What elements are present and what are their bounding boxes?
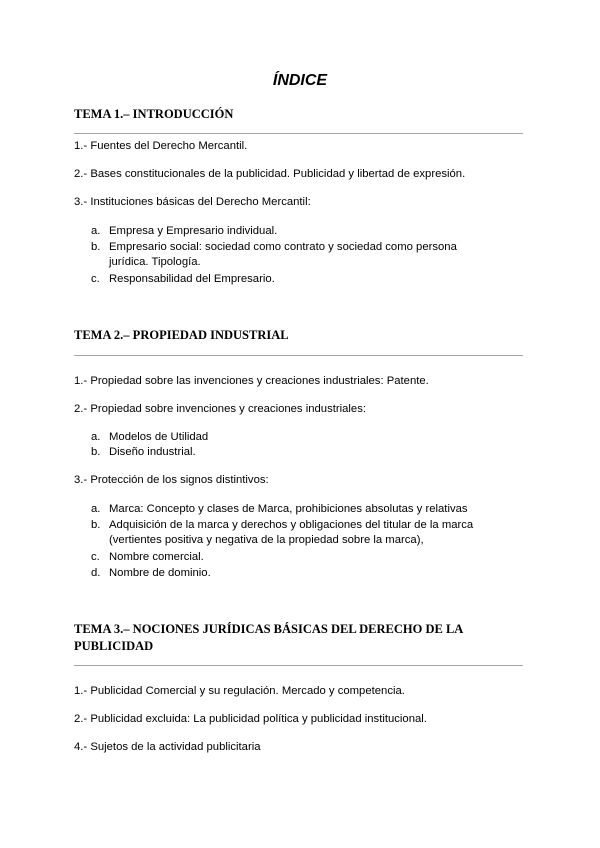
tema-1-divider	[74, 133, 523, 134]
subitem-letter: c.	[91, 273, 100, 285]
subitem-text: Nombre comercial.	[109, 551, 204, 563]
subitem-letter: d.	[91, 567, 101, 579]
tema-3-item-1: 1.- Publicidad Comercial y su regulación. Mercado y competencia.	[74, 685, 405, 697]
subitem-text: Diseño industrial.	[109, 446, 196, 458]
subitem-letter: b.	[91, 519, 101, 531]
tema-3-heading: TEMA 3.– NOCIONES JURÍDICAS BÁSICAS DEL DERECHO DE LA PUBLICIDAD	[74, 622, 463, 653]
tema-2-subitem-b	[91, 445, 511, 460]
subitem-text: Modelos de Utilidad	[109, 431, 209, 443]
page-title: ÍNDICE	[272, 72, 328, 89]
subitem-letter: b.	[91, 446, 101, 458]
tema-1-item-1: 1.- Fuentes del Derecho Mercantil.	[74, 140, 248, 152]
tema-2-item-2: 2.- Propiedad sobre invenciones y creaciones industriales:	[74, 403, 366, 415]
tema-2-item-1: 1.- Propiedad sobre las invenciones y creaciones industriales: Patente.	[74, 375, 429, 387]
subitem-text: Empresario social: sociedad como contrato y sociedad como persona jurídica. Tipología.	[109, 241, 457, 268]
tema-2-heading: TEMA 2.– PROPIEDAD INDUSTRIAL	[74, 328, 289, 342]
tema-1-subitem-c	[91, 272, 511, 287]
subitem-text: Adquisición de la marca y derechos y obligaciones del titular de la marca (vertientes positiva y negativa de la propiedad sobre la marca),	[109, 519, 474, 546]
tema-1-item-3: 3.- Instituciones básicas del Derecho Mercantil:	[74, 196, 311, 208]
tema-2-subitem-nombre-comercial	[91, 550, 511, 565]
subitem-text: Nombre de dominio.	[109, 567, 211, 579]
tema-2-divider	[74, 355, 523, 356]
tema-3-item-2: 2.- Publicidad excluida: La publicidad política y publicidad institucional.	[74, 713, 427, 725]
tema-2-subitem-dominio	[91, 566, 511, 581]
subitem-letter: b.	[91, 241, 101, 253]
subitem-letter: a.	[91, 431, 101, 443]
tema-2-subitem-a	[91, 430, 511, 445]
subitem-letter: c.	[91, 551, 100, 563]
subitem-text: Marca: Concepto y clases de Marca, prohibiciones absolutas y relativas	[109, 503, 468, 515]
tema-1-subitem-a	[91, 224, 511, 239]
subitem-text: Responsabilidad del Empresario.	[109, 273, 275, 285]
tema-1-heading: TEMA 1.– INTRODUCCIÓN	[74, 107, 234, 121]
tema-1-subitem-b	[91, 240, 511, 268]
tema-2-subitem-adquisicion	[91, 518, 511, 546]
tema-2-item-3: 3.- Protección de los signos distintivos:	[74, 474, 269, 486]
subitem-letter: a.	[91, 503, 101, 515]
tema-2-subitem-marca	[91, 502, 511, 517]
subitem-text: Empresa y Empresario individual.	[109, 225, 278, 237]
tema-3-item-3: 4.- Sujetos de la actividad publicitaria	[74, 741, 261, 753]
tema-1-item-2: 2.- Bases constitucionales de la publicidad. Publicidad y libertad de expresión.	[74, 168, 466, 180]
tema-3-divider	[74, 665, 523, 666]
subitem-letter: a.	[91, 225, 101, 237]
